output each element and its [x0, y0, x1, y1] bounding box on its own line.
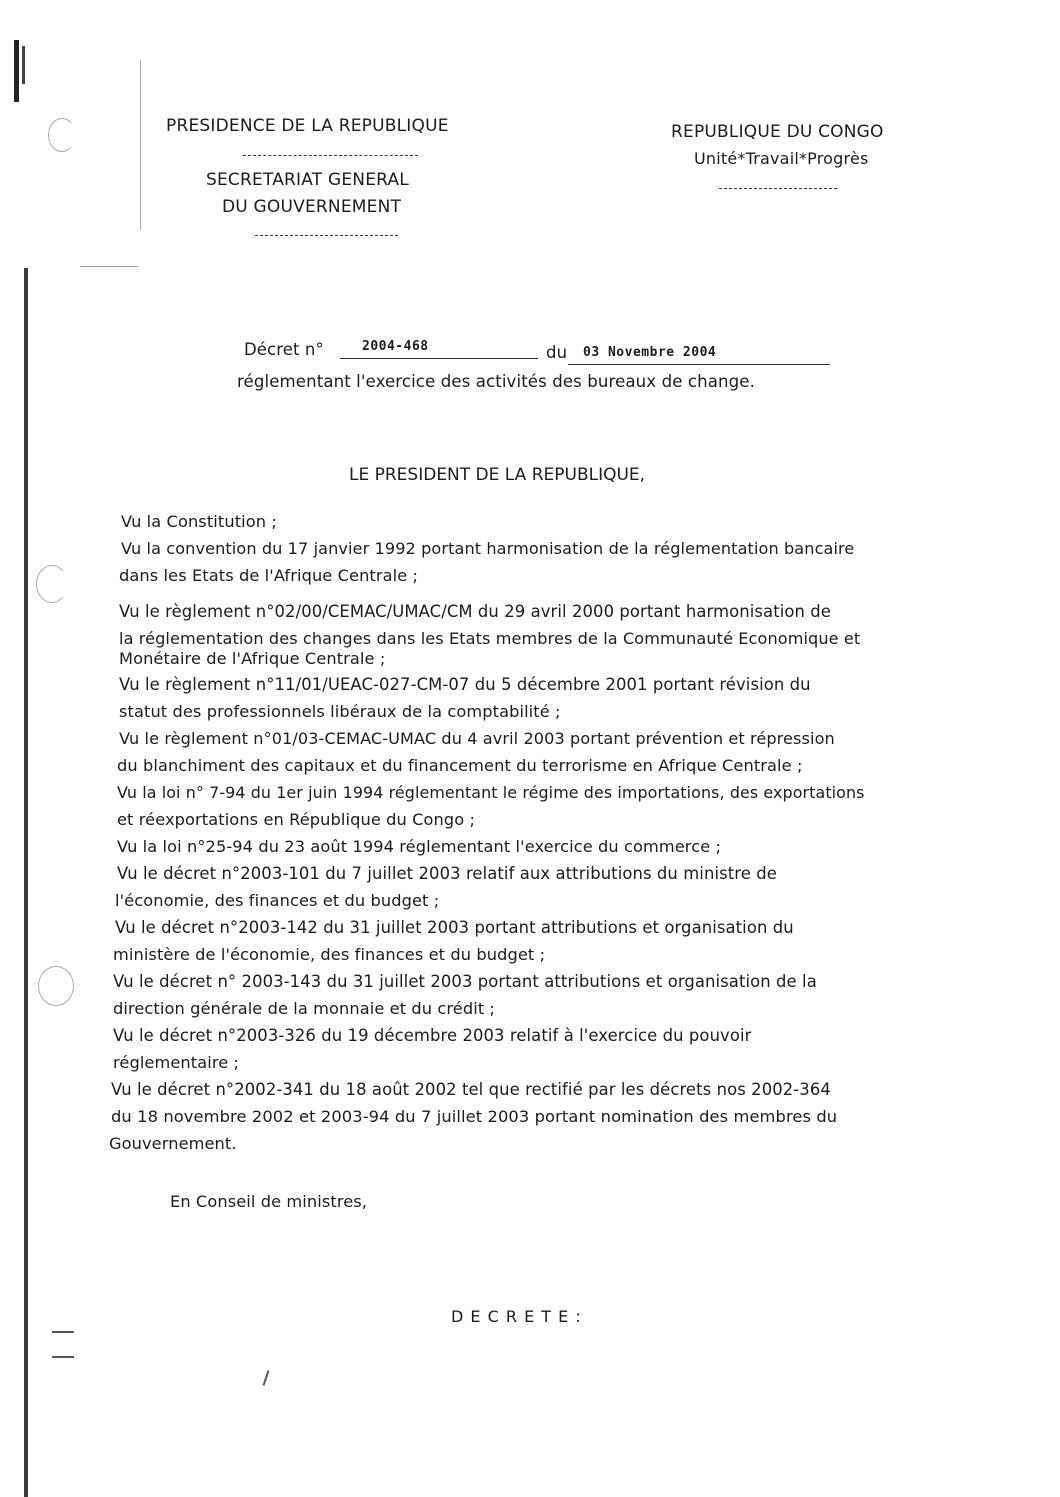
- visa-line: la réglementation des changes dans les Etats membres de la Communauté Economique et: [119, 629, 861, 648]
- president-heading: LE PRESIDENT DE LA REPUBLIQUE,: [349, 465, 646, 485]
- visa-line: Vu la loi n° 7-94 du 1er juin 1994 réglementant le régime des importations, des exportations: [117, 783, 865, 802]
- visa-line: Vu la Constitution ;: [121, 512, 277, 531]
- scan-edge-mark: [14, 40, 19, 102]
- visa-line: direction générale de la monnaie et du crédit ;: [113, 999, 496, 1018]
- stray-pen-mark: [263, 1370, 270, 1386]
- scan-line-mark: [140, 60, 141, 230]
- visa-line: Vu le décret n°2002-341 du 18 août 2002 tel que rectifié par les décrets nos 2002-364: [111, 1080, 831, 1099]
- visa-line: statut des professionnels libéraux de la comptabilité ;: [119, 702, 561, 721]
- visa-line: et réexportations en République du Congo ;: [117, 810, 476, 829]
- visa-line: du 18 novembre 2002 et 2003-94 du 7 juillet 2003 portant nomination des membres du: [111, 1107, 838, 1126]
- header-motto: Unité*Travail*Progrès: [694, 149, 869, 168]
- decrete-heading: D E C R E T E :: [451, 1307, 582, 1326]
- header-left-rule-1: [243, 155, 418, 156]
- punch-hole-mark: [38, 966, 74, 1006]
- visa-line: dans les Etats de l'Afrique Centrale ;: [119, 566, 419, 585]
- visa-line: Vu le décret n°2003-101 du 7 juillet 2003 relatif aux attributions du ministre de: [117, 864, 777, 883]
- scan-dash-mark: [52, 1356, 74, 1358]
- visa-line: Vu le règlement n°02/00/CEMAC/UMAC/CM du 29 avril 2000 portant harmonisation de: [119, 602, 831, 621]
- visa-line: Vu le décret n°2003-142 du 31 juillet 2003 portant attributions et organisation du: [115, 918, 794, 937]
- header-gouvernement: DU GOUVERNEMENT: [222, 197, 402, 217]
- decree-number-line: [340, 358, 538, 359]
- visa-line: Vu le règlement n°01/03-CEMAC-UMAC du 4 avril 2003 portant prévention et répression: [119, 729, 835, 748]
- visa-line: Vu le décret n°2003-326 du 19 décembre 2003 relatif à l'exercice du pouvoir: [113, 1026, 752, 1045]
- scan-line-mark: [80, 266, 138, 267]
- scan-edge-mark: [24, 268, 28, 1497]
- visa-line: réglementaire ;: [113, 1053, 240, 1072]
- visa-line: Vu la convention du 17 janvier 1992 portant harmonisation de la réglementation bancaire: [121, 539, 855, 558]
- decree-du: du: [546, 343, 568, 362]
- header-secretariat: SECRETARIAT GENERAL: [206, 170, 409, 190]
- decree-subject: réglementant l'exercice des activités des bureaux de change.: [237, 372, 755, 391]
- visa-line: Vu la loi n°25-94 du 23 août 1994 réglementant l'exercice du commerce ;: [117, 837, 722, 856]
- visa-line: l'économie, des finances et du budget ;: [115, 891, 440, 910]
- scan-edge-mark: [22, 46, 25, 84]
- scan-dash-mark: [52, 1331, 74, 1333]
- decree-date-line: [568, 364, 830, 365]
- header-republique: REPUBLIQUE DU CONGO: [671, 122, 884, 142]
- punch-hole-mark: [36, 565, 68, 603]
- decree-prefix: Décret n°: [244, 340, 324, 359]
- decree-number: 2004-468: [362, 339, 429, 354]
- visa-line: Vu le décret n° 2003-143 du 31 juillet 2003 portant attributions et organisation de la: [113, 972, 817, 991]
- punch-hole-mark: [48, 118, 76, 152]
- visa-line: Monétaire de l'Afrique Centrale ;: [119, 649, 386, 668]
- visa-line: ministère de l'économie, des finances et du budget ;: [113, 945, 546, 964]
- visa-line: du blanchiment des capitaux et du financement du terrorisme en Afrique Centrale ;: [117, 756, 803, 775]
- visa-line: Gouvernement.: [109, 1134, 237, 1153]
- header-presidence: PRESIDENCE DE LA REPUBLIQUE: [166, 116, 449, 136]
- decree-date: 03 Novembre 2004: [583, 345, 717, 360]
- header-left-rule-2: [255, 235, 398, 236]
- council-line: En Conseil de ministres,: [170, 1192, 368, 1211]
- visa-line: Vu le règlement n°11/01/UEAC-027-CM-07 du 5 décembre 2001 portant révision du: [119, 675, 811, 694]
- header-right-rule: [719, 188, 837, 189]
